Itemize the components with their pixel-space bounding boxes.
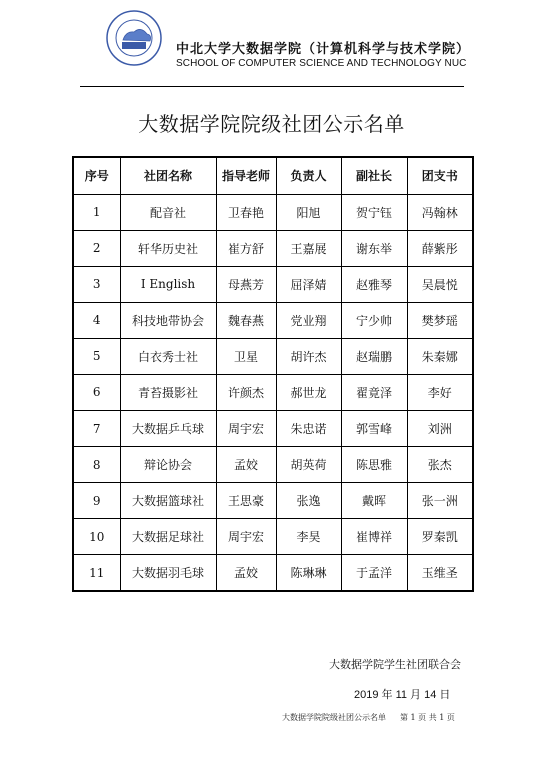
university-emblem-icon bbox=[106, 10, 162, 66]
table-row bbox=[73, 555, 473, 591]
cell-club-name: 大数据篮球社 bbox=[120, 483, 216, 519]
cell-leader: 胡许杰 bbox=[276, 338, 341, 374]
cell-vice-president: 赵瑞鹏 bbox=[341, 338, 407, 374]
page-title: 大数据学院院级社团公示名单 bbox=[138, 112, 405, 136]
cell-vice-president: 贺宁钰 bbox=[341, 194, 407, 230]
school-name-en: SCHOOL OF COMPUTER SCIENCE AND TECHNOLOGY NUC bbox=[176, 58, 467, 69]
cell-advisor: 王思豪 bbox=[216, 483, 276, 519]
cell-vice-president: 宁少帅 bbox=[341, 302, 407, 338]
cell-advisor: 周宇宏 bbox=[216, 410, 276, 446]
cell-leader: 王嘉展 bbox=[276, 230, 341, 266]
cell-advisor: 孟姣 bbox=[216, 555, 276, 591]
header-divider bbox=[80, 86, 464, 87]
header-leader: 负责人 bbox=[276, 157, 341, 194]
cell-club-name: 大数据足球社 bbox=[120, 519, 216, 555]
cell-league-secretary: 吴晨悦 bbox=[407, 266, 473, 302]
cell-vice-president: 陈思雅 bbox=[341, 447, 407, 483]
cell-index: 5 bbox=[73, 338, 120, 374]
club-roster-table bbox=[72, 156, 474, 592]
cell-vice-president: 郭雪峰 bbox=[341, 410, 407, 446]
page-number: 第 1 页 共 1 页 bbox=[400, 713, 455, 722]
cell-club-name: 配音社 bbox=[120, 194, 216, 230]
table-header-row bbox=[73, 157, 473, 194]
table-row bbox=[73, 483, 473, 519]
cell-index: 2 bbox=[73, 230, 120, 266]
cell-vice-president: 翟竟泽 bbox=[341, 374, 407, 410]
cell-index: 8 bbox=[73, 447, 120, 483]
page-footer bbox=[282, 712, 455, 723]
header-advisor: 指导老师 bbox=[216, 157, 276, 194]
cell-club-name: 科技地带协会 bbox=[120, 302, 216, 338]
page-footer-title: 大数据学院院级社团公示名单 bbox=[282, 713, 386, 722]
cell-advisor: 魏春燕 bbox=[216, 302, 276, 338]
header-vice-president: 副社长 bbox=[341, 157, 407, 194]
cell-vice-president: 崔博祥 bbox=[341, 519, 407, 555]
cell-vice-president: 于孟洋 bbox=[341, 555, 407, 591]
cell-advisor: 孟姣 bbox=[216, 447, 276, 483]
cell-club-name: 轩华历史社 bbox=[120, 230, 216, 266]
cell-league-secretary: 薛紫彤 bbox=[407, 230, 473, 266]
cell-index: 3 bbox=[73, 266, 120, 302]
cell-club-name: 大数据羽毛球 bbox=[120, 555, 216, 591]
cell-leader: 郝世龙 bbox=[276, 374, 341, 410]
cell-advisor: 母燕芳 bbox=[216, 266, 276, 302]
cell-index: 7 bbox=[73, 410, 120, 446]
cell-club-name: I English bbox=[120, 266, 216, 302]
cell-advisor: 崔方舒 bbox=[216, 230, 276, 266]
cell-leader: 阳旭 bbox=[276, 194, 341, 230]
cell-league-secretary: 玉维圣 bbox=[407, 555, 473, 591]
cell-leader: 屈泽婧 bbox=[276, 266, 341, 302]
cell-leader: 李昊 bbox=[276, 519, 341, 555]
cell-leader: 朱忠诺 bbox=[276, 410, 341, 446]
cell-leader: 陈琳琳 bbox=[276, 555, 341, 591]
cell-advisor: 许颜杰 bbox=[216, 374, 276, 410]
table-row bbox=[73, 338, 473, 374]
cell-vice-president: 戴晖 bbox=[341, 483, 407, 519]
cell-index: 11 bbox=[73, 555, 120, 591]
school-name-cn: 中北大学大数据学院（计算机科学与技术学院） bbox=[176, 42, 471, 57]
cell-club-name: 白衣秀士社 bbox=[120, 338, 216, 374]
table-row bbox=[73, 302, 473, 338]
table-row bbox=[73, 447, 473, 483]
cell-league-secretary: 樊梦瑶 bbox=[407, 302, 473, 338]
cell-leader: 党业翔 bbox=[276, 302, 341, 338]
table-row bbox=[73, 374, 473, 410]
cell-index: 10 bbox=[73, 519, 120, 555]
header-index: 序号 bbox=[73, 157, 120, 194]
cell-league-secretary: 朱秦娜 bbox=[407, 338, 473, 374]
cell-advisor: 卫春艳 bbox=[216, 194, 276, 230]
table-row bbox=[73, 194, 473, 230]
cell-league-secretary: 冯翰林 bbox=[407, 194, 473, 230]
cell-club-name: 青苔摄影社 bbox=[120, 374, 216, 410]
cell-index: 1 bbox=[73, 194, 120, 230]
cell-index: 9 bbox=[73, 483, 120, 519]
cell-league-secretary: 张一洲 bbox=[407, 483, 473, 519]
cell-vice-president: 谢东举 bbox=[341, 230, 407, 266]
header-league-secretary: 团支书 bbox=[407, 157, 473, 194]
cell-league-secretary: 刘洲 bbox=[407, 410, 473, 446]
issuing-organization: 大数据学院学生社团联合会 bbox=[329, 659, 461, 671]
cell-league-secretary: 张杰 bbox=[407, 447, 473, 483]
cell-club-name: 辩论协会 bbox=[120, 447, 216, 483]
cell-league-secretary: 李好 bbox=[407, 374, 473, 410]
table-row bbox=[73, 519, 473, 555]
cell-league-secretary: 罗秦凯 bbox=[407, 519, 473, 555]
issue-date: 2019 年 11 月 14 日 bbox=[354, 689, 451, 701]
cell-advisor: 卫星 bbox=[216, 338, 276, 374]
table-row bbox=[73, 410, 473, 446]
cell-club-name: 大数据乒乓球 bbox=[120, 410, 216, 446]
cell-index: 4 bbox=[73, 302, 120, 338]
table-row bbox=[73, 266, 473, 302]
table-row bbox=[73, 230, 473, 266]
cell-vice-president: 赵雅琴 bbox=[341, 266, 407, 302]
cell-advisor: 周宇宏 bbox=[216, 519, 276, 555]
cell-leader: 胡英荷 bbox=[276, 447, 341, 483]
cell-leader: 张逸 bbox=[276, 483, 341, 519]
cell-index: 6 bbox=[73, 374, 120, 410]
header-club-name: 社团名称 bbox=[120, 157, 216, 194]
